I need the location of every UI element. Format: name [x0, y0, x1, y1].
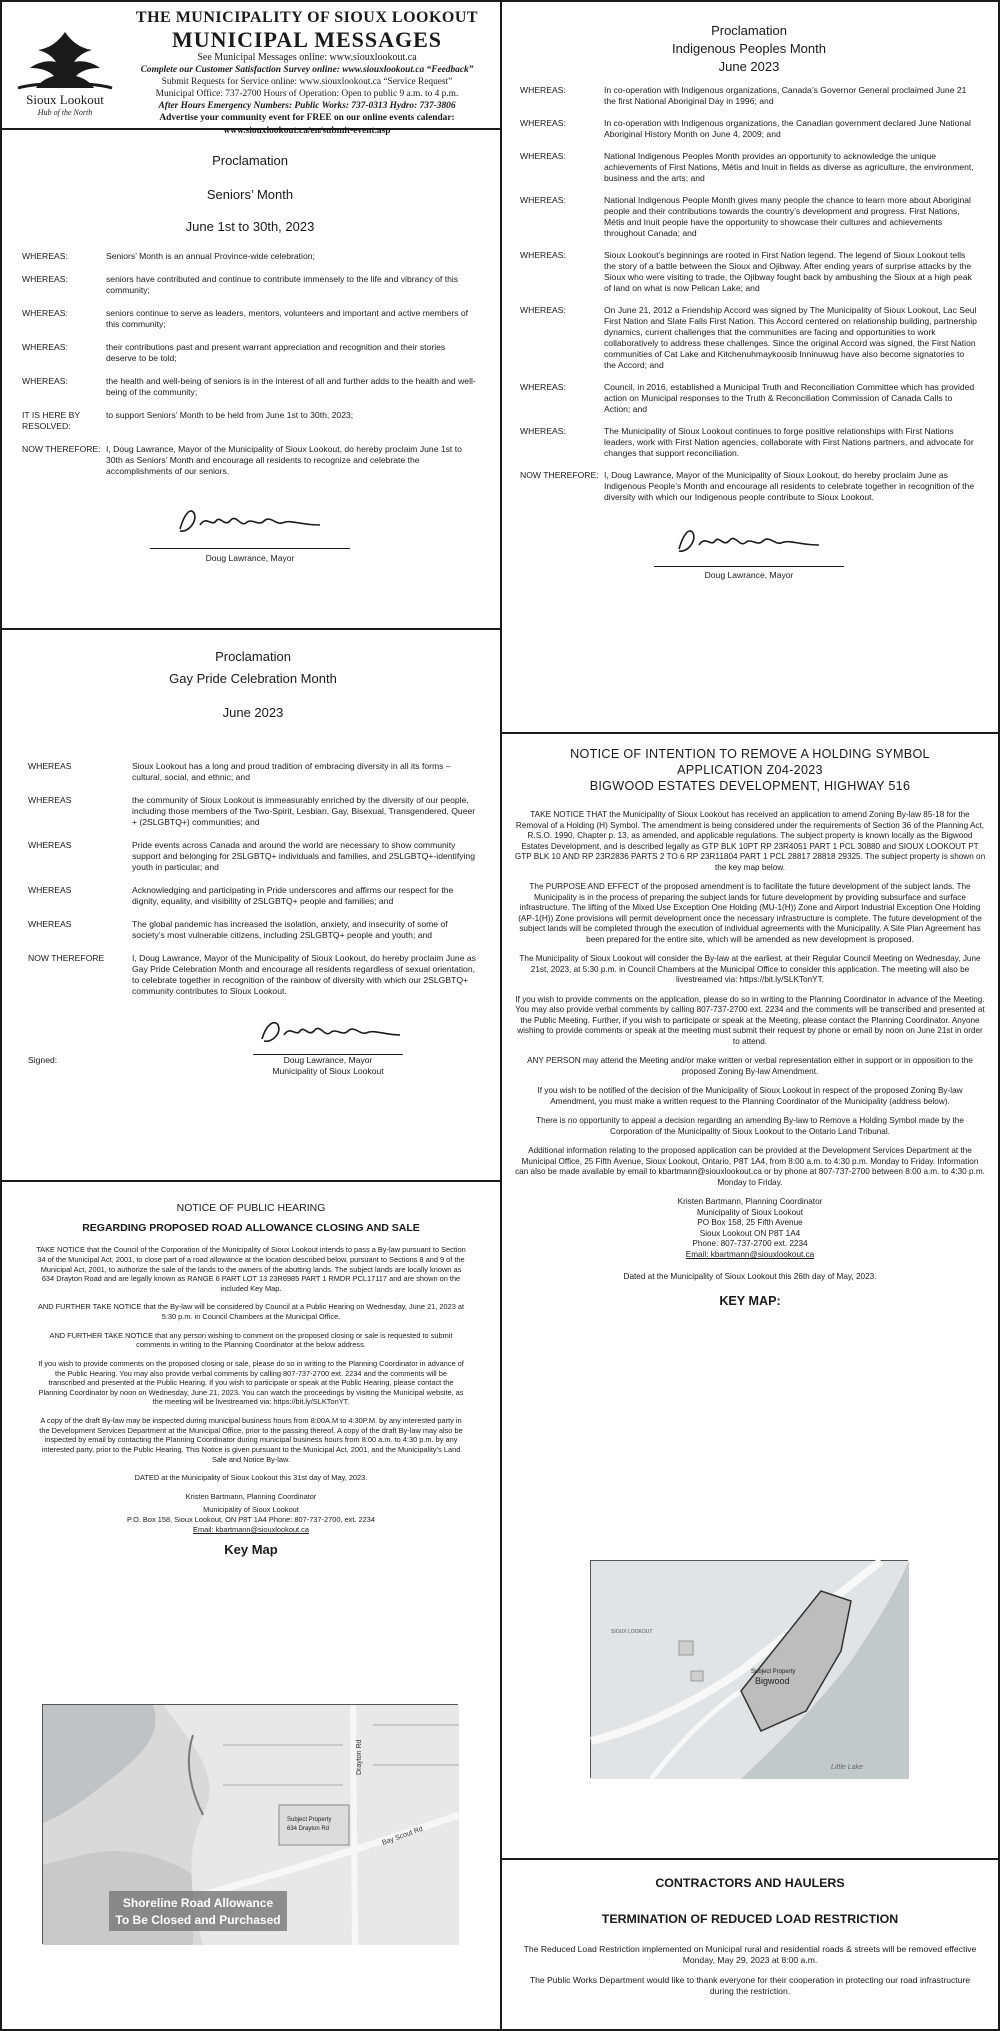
clause-label: WHEREAS:	[520, 249, 566, 260]
svg-text:Little Lake: Little Lake	[831, 1764, 863, 1771]
clause-text: the health and well-being of seniors is in the interest of all and further adds to the health and well-being of the community;	[106, 375, 476, 397]
clause-text: their contributions past and present warrant appreciation and recognition and their stories deserve to be told;	[106, 341, 446, 363]
clause-row	[22, 308, 478, 330]
signature-block	[520, 519, 978, 581]
svg-text:634 Drayton Rd: 634 Drayton Rd	[287, 1826, 330, 1832]
seniors-month-proclamation	[2, 132, 500, 630]
clause-row	[22, 251, 478, 262]
proclamation-title: Seniors’ Month	[206, 187, 294, 203]
svg-text:To Be Closed and Purchased: To Be Closed and Purchased	[115, 1913, 281, 1927]
notice-paragraph: Additional information relating to the proposed application can be provided at the Development Services Department at the Municipal Office, 25 Fifth Avenue, Sioux Lookout, Ontario, P8T 1A4, from 8:00 a.m. to 4:30 p.m. Monday to Friday. Information can also be made available by email to kbartmann@siouxlookout.ca or by phone at 807-737-2700 between 8:00 a.m. to 4:30 p.m. Monday to Friday.	[515, 1146, 985, 1187]
clause-label: WHEREAS:	[22, 341, 68, 352]
public-hearing-notice	[2, 1184, 500, 2029]
svg-text:Bigwood: Bigwood	[755, 1676, 790, 1686]
clause-row	[520, 305, 978, 371]
clause-text: In co-operation with Indigenous organizations, the Canadian government declared June National Aboriginal History Month on June 4, 2009; and	[604, 117, 971, 139]
clause-row	[520, 195, 978, 239]
handwritten-signature	[649, 519, 849, 563]
svg-text:Hub of the North: Hub of the North	[37, 108, 93, 117]
contact-name: Kristen Bartmann, Planning Coordinator	[677, 1197, 823, 1207]
svg-text:Shoreline Road Allowance: Shoreline Road Allowance	[122, 1896, 274, 1910]
notice-subtitle: REGARDING PROPOSED ROAD ALLOWANCE CLOSING AND SALE	[82, 1221, 420, 1234]
municipality-logo	[10, 24, 120, 124]
notice-paragraph: The Reduced Load Restriction implemented on Municipal rural and residential roads & streets will be removed effective Monday, May 29, 2023 at 8:00 a.m.	[523, 1943, 977, 1965]
handwritten-signature	[150, 495, 350, 545]
eagle-logo-icon	[10, 24, 120, 124]
clause-text: I, Doug Lawrance, Mayor of the Municipality of Sioux Lookout, do hereby proclaim June as Gay Pride Celebration Month and encourage all residents regardless of sexual orientation, to celebrate together in recognition of the rainbow of diversity with which our 2SLGBTQ+ community contributes to Sioux Lookout.	[132, 952, 476, 996]
clause-label: NOW THEREFORE	[28, 952, 105, 963]
clause-label: WHEREAS:	[22, 307, 68, 318]
notice-title: NOTICE OF INTENTION TO REMOVE A HOLDING SYMBOL	[570, 747, 930, 761]
clause-label: WHEREAS	[28, 918, 72, 929]
notice-paragraph: ANY PERSON may attend the Meeting and/or make written or verbal representation either in support or in opposition to the proposed Zoning By-law Amendment.	[527, 1056, 973, 1076]
dated-line: DATED at the Municipality of Sioux Lookout this 31st day of May, 2023.	[134, 1473, 368, 1483]
clause-label: WHEREAS:	[520, 117, 566, 128]
clause-row	[22, 376, 478, 398]
clause-row	[28, 919, 478, 941]
clause-label: WHEREAS	[28, 794, 72, 805]
key-map-title: Key Map	[224, 1542, 278, 1558]
clause-text: Acknowledging and participating in Pride underscores and affirms our respect for the dignity, equality, and visibility of 2SLGBTQ+ people and families; and	[132, 884, 454, 906]
holding-symbol-notice	[502, 736, 998, 1860]
clause-text: National Indigenous Peoples Month provides an opportunity to acknowledge the unique achievements of First Nations, Métis and Inuit in fields as diverse as agriculture, the environment, business and the arts; and	[604, 150, 974, 183]
svg-text:Bay Scout Rd: Bay Scout Rd	[381, 1825, 424, 1847]
notice-paragraph: If you wish to be notified of the decision of the Municipality of Sioux Lookout in respect of the proposed Zoning By-law Amendment, you must make a written request to the Planning Coordinator of the Municipality (address below).	[537, 1086, 963, 1106]
clause-text: Seniors’ Month is an annual Province-wide celebration;	[106, 250, 315, 261]
clause-text: Pride events across Canada and around the world are necessary to show community support and belonging for 2SLGBTQ+ individuals and families, and 2SLGBTQ+-identifying youth in particular; and	[132, 839, 475, 872]
seniors-clauses	[22, 251, 478, 477]
proclamation-kind: Proclamation	[711, 23, 787, 38]
signer-name: Doug Lawrance, Mayor	[704, 569, 794, 580]
header-line-2: Complete our Customer Satisfaction Survey online: www.siouxlookout.ca “Feedback”	[140, 65, 474, 76]
signature-block	[28, 1011, 478, 1081]
clause-text: In co-operation with Indigenous organizations, Canada’s Governor General proclaimed June 21 the first National Aboriginal Day in 1996; and	[604, 84, 967, 106]
right-column	[502, 2, 998, 2029]
notice-paragraph: The Public Works Department would like to thank everyone for their cooperation in protecting our road infrastructure during the restriction.	[529, 1974, 971, 1996]
clause-text: Sioux Lookout has a long and proud tradition of embracing diversity in all its forms – cultural, social, and ethnic; and	[132, 760, 451, 782]
clause-text: seniors have contributed and continue to contribute immensely to the life and vibrancy of this community;	[106, 273, 459, 295]
clause-label: WHEREAS:	[22, 375, 68, 386]
notice-title: CONTRACTORS AND HAULERS	[655, 1876, 845, 1890]
contact-city: Sioux Lookout ON P8T 1A4	[699, 1228, 801, 1238]
indigenous-month-proclamation	[502, 2, 998, 734]
clause-label: WHEREAS:	[22, 273, 68, 284]
clause-row	[28, 885, 478, 907]
indigenous-clauses	[520, 85, 978, 503]
clause-label: NOW THEREFORE:	[520, 469, 599, 480]
clause-label: WHEREAS	[28, 760, 72, 771]
notice-title: NOTICE OF PUBLIC HEARING	[176, 1202, 326, 1214]
clause-row	[22, 342, 478, 364]
clause-row	[28, 840, 478, 873]
svg-text:SIOUX LOOKOUT: SIOUX LOOKOUT	[611, 1629, 653, 1635]
signer-name: Doug Lawrance, Mayor	[283, 1054, 373, 1065]
clause-label: WHEREAS:	[520, 84, 566, 95]
svg-text:Sioux Lookout: Sioux Lookout	[26, 92, 104, 107]
header-line-5: After Hours Emergency Numbers: Public Works: 737-0313 Hydro: 737-3806	[158, 101, 456, 112]
clause-row	[28, 953, 478, 997]
clause-text: to support Seniors’ Month to be held from June 1st to 30th, 2023;	[106, 409, 354, 420]
dated-line: Dated at the Municipality of Sioux Lookout this 26th day of May, 2023.	[623, 1272, 877, 1282]
signer-name: Doug Lawrance, Mayor	[205, 552, 295, 563]
clause-row	[22, 444, 478, 477]
header-line-3: Submit Requests for Service online: www.siouxlookout.ca “Service Request”	[161, 77, 453, 88]
left-column	[2, 2, 502, 2029]
header-subtitle: MUNICIPAL MESSAGES	[171, 27, 443, 53]
clause-label: WHEREAS	[28, 839, 72, 850]
header-line-1: See Municipal Messages online: www.siouxlookout.ca	[197, 51, 417, 63]
key-map	[42, 1704, 458, 1944]
notice-subtitle: BIGWOOD ESTATES DEVELOPMENT, HIGHWAY 516	[589, 779, 911, 794]
signer-organization: Municipality of Sioux Lookout	[272, 1065, 384, 1076]
municipal-messages-header	[2, 2, 500, 136]
clause-label: WHEREAS:	[22, 250, 68, 261]
contractors-haulers-notice	[502, 1862, 998, 2029]
clause-row	[22, 410, 478, 432]
notice-paragraph: There is no opportunity to appeal a decision regarding an amending By-law to Remove a Holding Symbol made by the Corporation of the Municipality of Sioux Lookout to the Ontario Land Tribunal.	[536, 1116, 964, 1136]
contact-name: Kristen Bartmann, Planning Coordinator	[185, 1491, 317, 1501]
notice-paragraph: TAKE NOTICE THAT the Municipality of Sioux Lookout has received an application to amend Zoning By-law 85-18 for the Removal of a Holding (H) Symbol. The amendment is being considered under the requirements of Section 36 of the Planning Act, R.S.O. 1990, Chapter p. 13, as amended, and applicable regulations. The subject property is known locally as the Bigwood Estates Development, and is described legally as GTP BLK 10PT RP 23R4051 PART 1 PCL 30880 and SIOUX LOOKOUT PT GTP BLK 10 AND RP 23R2836 PARTS 2 TO 6 RP 23R11804 PART 1 PCL 28817 28818 29325. The subject property is shown on the key map below.	[514, 810, 986, 872]
notice-paragraph: AND FURTHER TAKE NOTICE that any person wishing to comment on the proposed closing or sale is requested to submit comments in writing to the Planning Coordinator at the below address.	[49, 1330, 453, 1350]
contact-email: Email: kbartmann@siouxlookout.ca	[685, 1249, 815, 1259]
proclamation-date: June 2023	[222, 705, 284, 721]
clause-row	[520, 426, 978, 459]
clause-label: IT IS HERE BY RESOLVED:	[22, 409, 80, 431]
clause-row	[520, 85, 978, 107]
clause-text: On June 21, 2012 a Friendship Accord was signed by The Municipality of Sioux Lookout, Lac Seul First Nation and Slate Falls First Nation. This Accord centered on relationship building, partnership dynamics, current challenges that the communities are facing and opportunities to work collaboratively to address these challenges. Since the original Accord was signed, the First Nation communities of Cat Lake and Kitchenuhmaykoosib Inninuwug have also become signatories to the Accord; and	[604, 304, 977, 370]
contact-organization: Municipality of Sioux Lookout	[203, 1505, 299, 1515]
header-line-6: Advertise your community event for FREE on our online events calendar:	[159, 113, 455, 124]
clause-text: National Indigenous People Month gives many people the chance to learn more about Aboriginal people and their contributions towards the country’s development and progress. First Nations, Métis and Inuit people have the opportunity to showcase their cultures and achievements throughout Canada; and	[604, 194, 971, 238]
contact-email: Email: kbartmann@siouxlookout.ca	[193, 1524, 309, 1534]
clause-text: The global pandemic has increased the isolation, anxiety, and insecurity of some of society’s most vulnerable citizens, including 2SLGBTQ+ people and youth; and	[132, 918, 448, 940]
pride-month-proclamation	[2, 632, 500, 1182]
handwritten-signature	[248, 1011, 408, 1051]
proclamation-date: June 1st to 30th, 2023	[185, 219, 315, 235]
clause-label: WHEREAS:	[520, 150, 566, 161]
header-title: THE MUNICIPALITY OF SIOUX LOOKOUT	[135, 9, 479, 26]
clause-row	[22, 274, 478, 296]
clause-row	[520, 250, 978, 294]
header-line-7: www.siouxlookout.ca/en/submit-event.asp	[223, 125, 391, 136]
contact-address: PO Box 158, 25 Fifth Avenue	[697, 1218, 803, 1228]
notice-paragraph: The Municipality of Sioux Lookout will consider the By-law at the earliest, at their Regular Council Meeting on Wednesday, June 21st, 2023, at 5:30 p.m. in Council Chambers at the Municipal Office to consider this application. The meeting will also be livestreamed via: https://bit.ly/SLKTonYT.	[519, 954, 981, 985]
svg-text:Subject Property: Subject Property	[287, 1817, 332, 1823]
header-line-4: Municipal Office: 737-2700 Hours of Operation: Open to public 9 a.m. to 4 p.m.	[155, 89, 459, 100]
clause-text: I, Doug Lawrance, Mayor of the Municipality of Sioux Lookout, do hereby proclaim June as Indigenous People’s Month and encourage all residents to celebrate together in recognition of the diversity with which our Indigenous people contribute to Sioux Lookout.	[604, 469, 975, 502]
contact-organization: Municipality of Sioux Lookout	[696, 1207, 804, 1217]
contact-phone: Phone: 807-737-2700 ext. 2234	[692, 1239, 808, 1249]
clause-label: WHEREAS:	[520, 194, 566, 205]
notice-paragraph: The PURPOSE AND EFFECT of the proposed amendment is to facilitate the future development of the subject lands. The Municipality is in the process of preparing the subject lands for future development by providing subsurface and surface infrastructure. The lifting of the Mixed Use Exception One Holding (MU-1(H)) Zone and Airport Industrial Exception One Holding (AP-1(H)) Zone provisions will permit development once the necessary infrastructure is complete. The future development of the subject lands will be completed through the execution of individual agreements with the Municipality. A Site Plan Agreement has been prepared for the entire site, which will be amended as new development is proposed.	[518, 882, 982, 944]
proclamation-title: Gay Pride Celebration Month	[169, 671, 337, 687]
clause-row	[28, 795, 478, 828]
clause-row	[520, 118, 978, 140]
clause-row	[28, 761, 478, 783]
key-map	[590, 1560, 908, 1778]
notice-paragraph: A copy of the draft By-law may be inspected during municipal business hours from 8:00A.M to 4:30P.M. by any interested party in the Development Services Department at the Municipal Office, prior to the passing thereof. A copy of the draft By-law may also be inspected by email by contacting the Planning Coordinator during municipal business hours from 8:00 a.m. to 4:30 p.m. by any interested party, prior to the Public Hearing. This Notice is given pursuant to the Municipal Act, 2001, and the Municipality’s Land Sale and Notice By-law.	[39, 1416, 463, 1464]
clause-text: Council, in 2016, established a Municipal Truth and Reconciliation Committee which has provided action on Municipal responses to the Truth & Reconciliation Commission of Canada Calls to Action; and	[604, 381, 975, 414]
clause-label: WHEREAS:	[520, 304, 566, 315]
clause-text: I, Doug Lawrance, Mayor of the Municipality of Sioux Lookout, do hereby proclaim June 1st to 30th as Seniors’ Month and encourage all residents to recognize and celebrate the accomplishments of our seniors.	[106, 443, 462, 476]
clause-text: Sioux Lookout’s beginnings are rooted in First Nation legend. The legend of Sioux Lookout tells the story of a battle between the Sioux and Ojibway. After ending years of surprise attacks by the Sioux who were visiting to trade, the Ojibway fought back by ambushing the Sioux at a high peak of land on what is now Pelican Lake; and	[604, 249, 972, 293]
clause-label: WHEREAS:	[520, 381, 566, 392]
clause-text: seniors continue to serve as leaders, mentors, volunteers and important and active members of this community;	[106, 307, 469, 329]
signature-block	[22, 495, 478, 575]
clause-label: NOW THEREFORE:	[22, 443, 101, 454]
signed-label: Signed:	[28, 1054, 58, 1065]
proclamation-kind: Proclamation	[215, 649, 291, 664]
notice-subtitle: TERMINATION OF REDUCED LOAD RESTRICTION	[601, 1911, 899, 1926]
proclamation-date: June 2023	[718, 59, 780, 75]
notice-paragraph: If you wish to provide comments on the proposed closing or sale, please do so in writing to the Planning Coordinator in advance of the Public Hearing. You may also provide verbal comments by calling 807-737-2700 ext. 2234 and the comments will be transcribed and presented at the Public Hearing. If you wish to participate or speak at the Public Hearing, please contact the Planning Coordinator by noon on Wednesday, June 21, 2023. You can watch the proceedings by visiting the Municipal website, as the meeting will be livestreamed via: https://bit.ly/SLKTonYT.	[38, 1358, 464, 1407]
key-map-title: KEY MAP:	[719, 1293, 781, 1308]
proclamation-kind: Proclamation	[212, 153, 288, 168]
clause-row	[520, 382, 978, 415]
notice-paragraph: TAKE NOTICE that the Council of the Corporation of the Municipality of Sioux Lookout intends to pass a By-law pursuant to Section 34 of the Municipal Act, 2001, to close part of a road allowance at the location described below, pursuant to Sections 8 and 9 of the Municipal Act, 2001, to authorize the sale of the lands to the owners of the abutting lands. The subject lands are locally known as 634 Drayton Road and are legally known as RANGE 6 PART LOT 13 23R6985 PART 1 RMDR PCL17117 and are shown on the included Key Map.	[36, 1245, 466, 1293]
clause-label: WHEREAS:	[520, 425, 566, 436]
clause-row	[520, 470, 978, 503]
svg-text:Drayton Rd: Drayton Rd	[356, 1739, 363, 1775]
clause-text: The Municipality of Sioux Lookout continues to forge positive relationships with First Nations leaders, work with First Nation agencies, collaborate with First Nations partners, and advocate for changes that support reconciliation.	[604, 425, 974, 458]
proclamation-title: Indigenous Peoples Month	[672, 41, 826, 57]
notice-paragraph: AND FURTHER TAKE NOTICE that the By-law will be considered by Council at a Public Hearing on Wednesday, June 21, 2023 at 5:30 p.m. in Council Chambers at the Municipal Office.	[37, 1302, 465, 1322]
clause-label: WHEREAS	[28, 884, 72, 895]
notice-application: APPLICATION Z04-2023	[677, 763, 823, 778]
pride-clauses	[28, 761, 478, 997]
clause-row	[520, 151, 978, 184]
svg-text:Subject Property: Subject Property	[751, 1669, 796, 1675]
clause-text: the community of Sioux Lookout is immeasurably enriched by the diversity of our people, including those members of the Two-Spirit, Lesbian, Gay, Bisexual, Transgendered, Queer + (2SLGBTQ+) communities; and	[132, 794, 476, 827]
contact-address: P.O. Box 158, Sioux Lookout, ON P8T 1A4 Phone: 807-737-2700, ext. 2234	[127, 1515, 375, 1525]
notice-paragraph: If you wish to provide comments on the application, please do so in writing to the Planning Coordinator in advance of the Meeting. You may also provide verbal comments by calling 807-737-2700 ext. 2234 and the comments will be transcribed and presented at the Public Meeting. Further, if you wish to participate or speak at the Meeting, please contact the Planning Coordinator. Anyone wishing to provide comments or speak at the meeting must submit their request by phone or email by noon on June 21st in order to attend.	[515, 994, 985, 1046]
